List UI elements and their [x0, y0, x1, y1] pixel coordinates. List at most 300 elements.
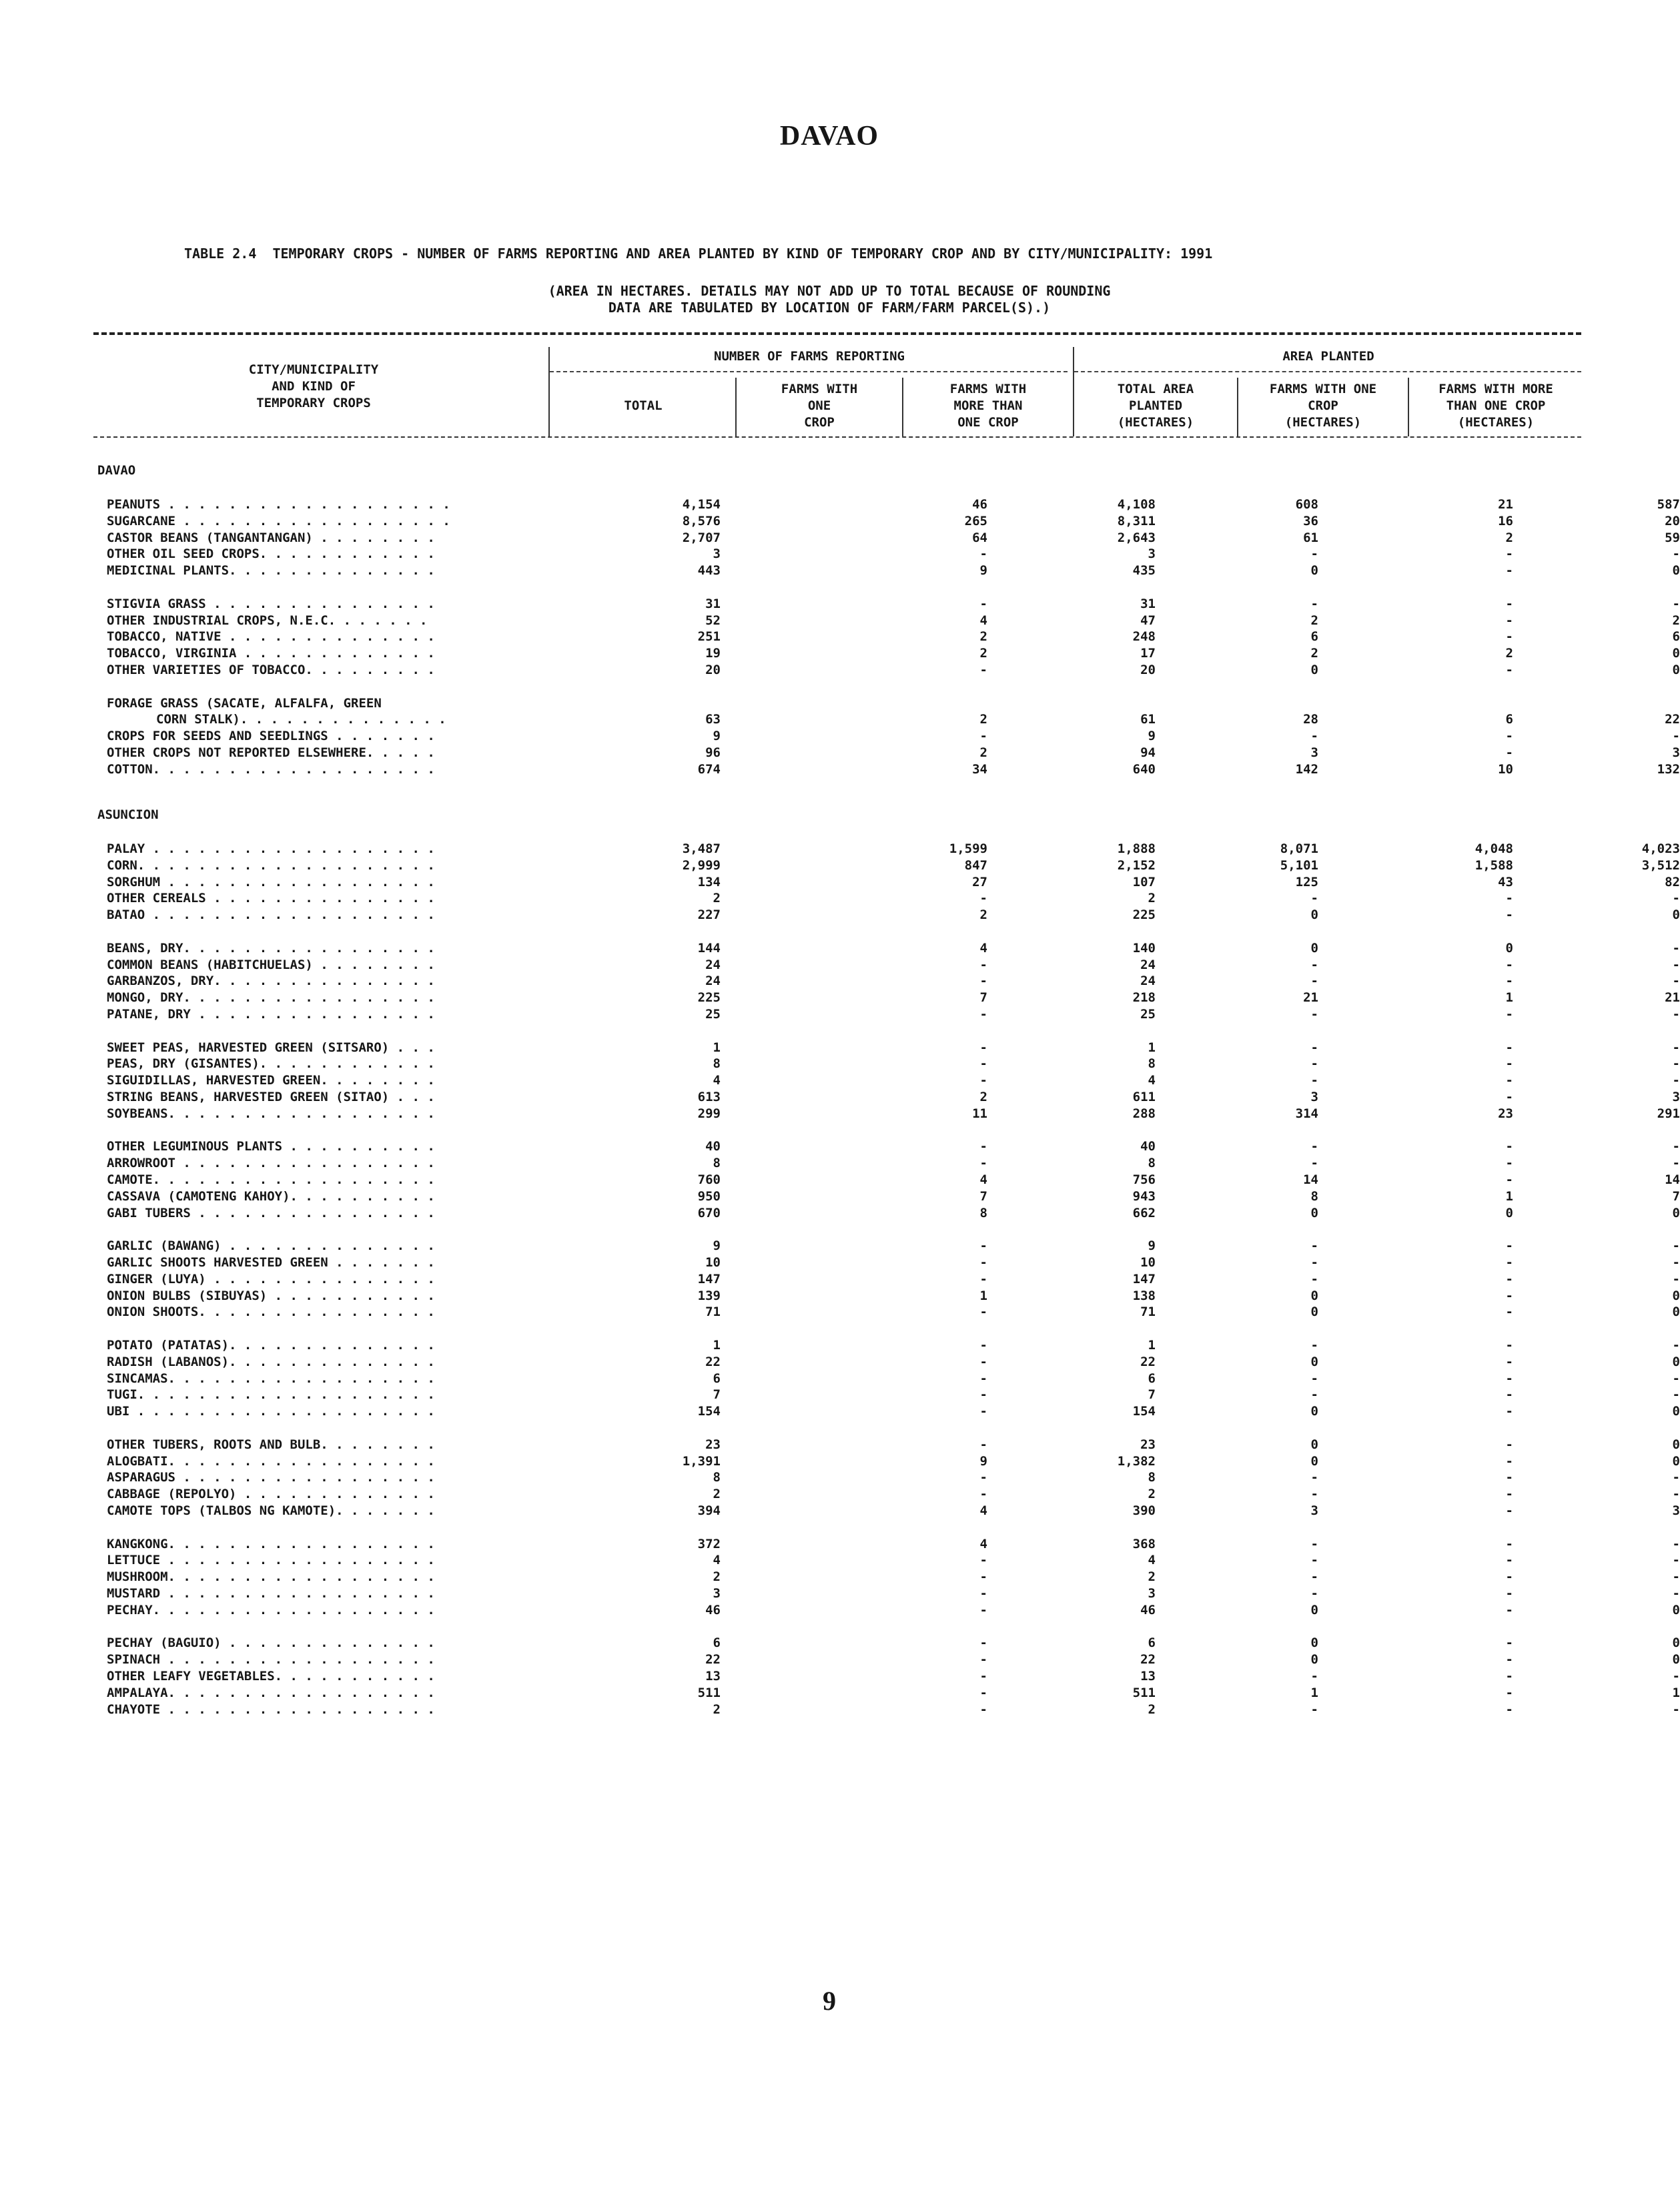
cell-value: 23: [705, 1437, 721, 1452]
cell-value: 20: [1665, 514, 1680, 528]
cell-value: 443: [697, 563, 721, 578]
cell-value: -: [979, 1056, 987, 1071]
cell-value: -: [1505, 546, 1513, 561]
cell-value: -: [1505, 745, 1513, 760]
cell-value: 0: [1310, 1289, 1318, 1303]
cell-value: -: [979, 1487, 987, 1501]
cell-value: 0: [1310, 907, 1318, 922]
cell-value: 0: [1310, 941, 1318, 956]
cell-value: 125: [1295, 875, 1318, 889]
cell-value: -: [979, 1603, 987, 1617]
cell-value: 6: [1505, 712, 1513, 727]
cell-value: 2,707: [682, 530, 721, 545]
cell-value: 0: [1672, 1404, 1680, 1419]
cell-value: 17: [1140, 646, 1156, 661]
cell-value: -: [1310, 1056, 1318, 1071]
table-row: [93, 662, 1680, 679]
cell-value: 27: [972, 875, 987, 889]
table-row: [93, 513, 1680, 530]
cell-value: -: [1310, 1007, 1318, 1022]
cell-value: 8: [1148, 1056, 1156, 1071]
cell-value: -: [1672, 729, 1680, 743]
cell-value: 10: [1140, 1255, 1156, 1270]
crop-label: SPINACH . . . . . . . . . . . . . . . . . .: [107, 1652, 435, 1667]
cell-value: 0: [1310, 663, 1318, 677]
cell-value: 2: [979, 629, 987, 644]
crop-label: GARLIC (BAWANG) . . . . . . . . . . . . . .: [107, 1238, 435, 1253]
cell-value: 24: [1140, 974, 1156, 988]
cell-value: -: [1310, 958, 1318, 972]
cell-value: -: [979, 1371, 987, 1386]
cell-value: -: [1505, 1040, 1513, 1055]
cell-value: -: [1672, 1487, 1680, 1501]
cell-value: -: [1505, 1090, 1513, 1104]
crop-label: CASTOR BEANS (TANGANTANGAN) . . . . . . . .: [107, 530, 435, 545]
cell-value: -: [1505, 729, 1513, 743]
cell-value: -: [1505, 1387, 1513, 1402]
crop-label: TOBACCO, NATIVE . . . . . . . . . . . . . .: [107, 629, 435, 644]
cell-value: -: [1505, 1007, 1513, 1022]
cell-value: 16: [1498, 514, 1513, 528]
farms-group-rule: [550, 371, 1068, 372]
cell-value: -: [1505, 1553, 1513, 1567]
crop-label: MUSHROOM. . . . . . . . . . . . . . . . . .: [107, 1569, 435, 1584]
cell-value: -: [1505, 597, 1513, 611]
table-row: [93, 1503, 1680, 1519]
cell-value: -: [1505, 958, 1513, 972]
cell-value: 22: [705, 1355, 721, 1369]
cell-value: -: [979, 1040, 987, 1055]
cell-value: 394: [697, 1503, 721, 1518]
cell-value: -: [1505, 1073, 1513, 1088]
crop-label: OTHER VARIETIES OF TOBACCO. . . . . . . . .: [107, 663, 435, 677]
area-group-rule: [1074, 371, 1581, 372]
cell-value: 2: [979, 745, 987, 760]
cell-value: 0: [1672, 1635, 1680, 1650]
cell-value: -: [1672, 1702, 1680, 1717]
cell-value: -: [1310, 1537, 1318, 1551]
cell-value: 0: [1672, 1305, 1680, 1319]
cell-value: 8: [979, 1206, 987, 1220]
cell-value: 4: [713, 1553, 721, 1567]
crop-label: OTHER INDUSTRIAL CROPS, N.E.C. . . . . . .: [107, 613, 428, 628]
cell-value: -: [1505, 1289, 1513, 1303]
table-row: [93, 1668, 1680, 1685]
table-row: [93, 857, 1680, 874]
cell-value: 40: [705, 1139, 721, 1154]
table-row: [93, 1072, 1680, 1089]
cell-value: -: [979, 1338, 987, 1353]
cell-value: 1,391: [682, 1454, 721, 1469]
crop-label: PECHAY. . . . . . . . . . . . . . . . . . .: [107, 1603, 435, 1617]
cell-value: 7: [713, 1387, 721, 1402]
crop-label: CASSAVA (CAMOTENG KAHOY). . . . . . . . . .: [107, 1189, 435, 1204]
cell-value: 4,023: [1641, 841, 1680, 856]
cell-value: -: [1672, 1569, 1680, 1584]
table-row: [93, 1138, 1680, 1155]
cell-value: 0: [1672, 646, 1680, 661]
table-row: [93, 1602, 1680, 1619]
table-row: [93, 1172, 1680, 1188]
cell-value: 71: [705, 1305, 721, 1319]
table-row: [93, 546, 1680, 563]
table-row: [93, 1652, 1680, 1668]
cell-value: -: [1505, 629, 1513, 644]
cell-value: -: [1310, 974, 1318, 988]
cell-value: 0: [1310, 1652, 1318, 1667]
table-row: [93, 1585, 1680, 1602]
cell-value: -: [1672, 1669, 1680, 1684]
cell-value: 8: [1148, 1156, 1156, 1170]
cell-value: 6: [1148, 1371, 1156, 1386]
crop-label: PECHAY (BAGUIO) . . . . . . . . . . . . . .: [107, 1635, 435, 1650]
cell-value: -: [1310, 1387, 1318, 1402]
cell-value: 0: [1505, 941, 1513, 956]
cell-value: 3: [1148, 1586, 1156, 1601]
table-row: [93, 890, 1680, 907]
cell-value: -: [1672, 1387, 1680, 1402]
cell-value: 132: [1657, 762, 1680, 777]
cell-value: 22: [705, 1652, 721, 1667]
cell-value: 0: [1672, 907, 1680, 922]
cell-value: 140: [1132, 941, 1156, 956]
cell-value: 2: [1148, 1569, 1156, 1584]
crop-label: CORN STALK). . . . . . . . . . . . . .: [156, 712, 446, 727]
crop-label: GINGER (LUYA) . . . . . . . . . . . . . . .: [107, 1272, 435, 1287]
crop-label: SORGHUM . . . . . . . . . . . . . . . . . .: [107, 875, 435, 889]
cell-value: -: [1310, 1238, 1318, 1253]
cell-value: 21: [1303, 990, 1318, 1005]
cell-value: 19: [705, 646, 721, 661]
crop-label: TUGI. . . . . . . . . . . . . . . . . . . .: [107, 1387, 435, 1402]
crop-label: OTHER OIL SEED CROPS. . . . . . . . . . . .: [107, 546, 435, 561]
cell-value: 8: [713, 1156, 721, 1170]
cell-value: 4: [979, 1537, 987, 1551]
table-row: [93, 1106, 1680, 1122]
header-top-rule: [93, 332, 1581, 335]
cell-value: 94: [1140, 745, 1156, 760]
cell-value: 1,588: [1475, 858, 1513, 873]
cell-value: 0: [1310, 1206, 1318, 1220]
cell-value: 8: [1148, 1470, 1156, 1485]
cell-value: -: [1505, 1437, 1513, 1452]
cell-value: -: [1310, 1669, 1318, 1684]
cell-value: -: [1310, 1073, 1318, 1088]
cell-value: -: [1505, 1669, 1513, 1684]
cell-value: 1,599: [949, 841, 987, 856]
table-row: [93, 841, 1680, 857]
cell-value: -: [1505, 1056, 1513, 1071]
crop-label: GARLIC SHOOTS HARVESTED GREEN . . . . . . .: [107, 1255, 435, 1270]
cell-value: 1: [1672, 1686, 1680, 1700]
cell-value: 1: [979, 1289, 987, 1303]
cell-value: -: [979, 1652, 987, 1667]
cell-value: 63: [705, 712, 721, 727]
cell-value: 674: [697, 762, 721, 777]
cell-value: 2: [713, 1702, 721, 1717]
cell-value: -: [979, 1404, 987, 1419]
cell-value: 5,101: [1280, 858, 1318, 873]
crop-label: GABI TUBERS . . . . . . . . . . . . . . . .: [107, 1206, 435, 1220]
cell-value: 71: [1140, 1305, 1156, 1319]
cell-value: 43: [1498, 875, 1513, 889]
cell-value: -: [1310, 1371, 1318, 1386]
cell-value: -: [1310, 1487, 1318, 1501]
crop-label: RADISH (LABANOS). . . . . . . . . . . . . .: [107, 1355, 435, 1369]
table-row: [93, 1155, 1680, 1172]
cell-value: 23: [1140, 1437, 1156, 1452]
cell-value: 314: [1295, 1106, 1318, 1121]
cell-value: 435: [1132, 563, 1156, 578]
cell-value: 2,643: [1117, 530, 1156, 545]
cell-value: 6: [1310, 629, 1318, 644]
cell-value: 24: [705, 974, 721, 988]
cell-value: -: [1672, 958, 1680, 972]
table-row: [93, 745, 1680, 761]
cell-value: 21: [1665, 990, 1680, 1005]
cell-value: 25: [1140, 1007, 1156, 1022]
cell-value: 3,487: [682, 841, 721, 856]
cell-value: -: [1672, 1586, 1680, 1601]
table-row: [93, 1569, 1680, 1585]
cell-value: -: [1505, 1272, 1513, 1287]
cell-value: 0: [1672, 1454, 1680, 1469]
table-row: [93, 1403, 1680, 1420]
cell-value: 9: [1148, 1238, 1156, 1253]
cell-value: 511: [1132, 1686, 1156, 1700]
cell-value: 0: [1310, 1355, 1318, 1369]
cell-value: -: [1672, 1470, 1680, 1485]
table-row: [93, 1635, 1680, 1652]
cell-value: -: [1310, 1255, 1318, 1270]
cell-value: -: [979, 729, 987, 743]
table-caption: TABLE 2.4 TEMPORARY CROPS - NUMBER OF FARMS REPORTING AND AREA PLANTED BY KIND OF TEMPORARY CROP AND BY CITY/MUNICIPALITY: 1991: [184, 246, 1213, 262]
table-row: [93, 1040, 1680, 1056]
table-row: [93, 1337, 1680, 1354]
crop-label: MUSTARD . . . . . . . . . . . . . . . . . .: [107, 1586, 435, 1601]
crop-label: CORN. . . . . . . . . . . . . . . . . . . .: [107, 858, 435, 873]
cell-value: 20: [705, 663, 721, 677]
cell-value: 1: [713, 1338, 721, 1353]
cell-value: -: [979, 1686, 987, 1700]
cell-value: 3: [713, 546, 721, 561]
cell-value: 2: [1148, 1487, 1156, 1501]
table-row: [93, 645, 1680, 662]
cell-value: 2,999: [682, 858, 721, 873]
cell-value: -: [979, 546, 987, 561]
cell-value: 2: [1148, 1702, 1156, 1717]
table-row: [93, 973, 1680, 990]
cell-value: 64: [972, 530, 987, 545]
cell-value: 9: [979, 1454, 987, 1469]
cell-value: 2: [979, 1090, 987, 1104]
crop-label: OTHER LEGUMINOUS PLANTS . . . . . . . . . .: [107, 1139, 435, 1154]
cell-value: -: [1672, 546, 1680, 561]
crop-label: SINCAMAS. . . . . . . . . . . . . . . . . .: [107, 1371, 435, 1386]
cell-value: 0: [1310, 1635, 1318, 1650]
cell-value: 24: [705, 958, 721, 972]
cell-value: 154: [697, 1404, 721, 1419]
cell-value: 8: [1310, 1189, 1318, 1204]
crop-label: PEAS, DRY (GISANTES). . . . . . . . . . . .: [107, 1056, 435, 1071]
cell-value: 2: [979, 907, 987, 922]
stub-header: CITY/MUNICIPALITY AND KIND OF TEMPORARY CROPS: [248, 362, 379, 410]
cell-value: 390: [1132, 1503, 1156, 1518]
cell-value: 3: [1672, 1090, 1680, 1104]
cell-value: 1: [1310, 1686, 1318, 1700]
cell-value: 225: [697, 990, 721, 1005]
cell-value: 0: [1672, 1437, 1680, 1452]
cell-value: -: [1672, 1007, 1680, 1022]
cell-value: -: [1505, 907, 1513, 922]
cell-value: -: [1672, 1156, 1680, 1170]
crop-label: PEANUTS . . . . . . . . . . . . . . . . . . .: [107, 497, 450, 512]
cell-value: 47: [1140, 613, 1156, 628]
cell-value: -: [1505, 1702, 1513, 1717]
cell-value: 2: [979, 712, 987, 727]
cell-value: 2: [1310, 613, 1318, 628]
farms-one-crop-header: FARMS WITH ONE CROP: [781, 382, 858, 430]
cell-value: 8: [713, 1056, 721, 1071]
cell-value: 0: [1672, 663, 1680, 677]
cell-value: 4,108: [1117, 497, 1156, 512]
crop-label: CAMOTE TOPS (TALBOS NG KAMOTE). . . . . . .: [107, 1503, 435, 1518]
cell-value: 3: [1672, 745, 1680, 760]
cell-value: 13: [705, 1669, 721, 1684]
cell-value: -: [1672, 891, 1680, 905]
cell-value: 0: [1310, 1437, 1318, 1452]
cell-value: -: [1310, 1553, 1318, 1567]
cell-value: 0: [1310, 1454, 1318, 1469]
table-row: [93, 1437, 1680, 1453]
crop-label: UBI . . . . . . . . . . . . . . . . . . . .: [107, 1404, 435, 1419]
cell-value: 372: [697, 1537, 721, 1551]
cell-value: 225: [1132, 907, 1156, 922]
crop-label: MONGO, DRY. . . . . . . . . . . . . . . . .: [107, 990, 435, 1005]
cell-value: 10: [705, 1255, 721, 1270]
table-row: [93, 1685, 1680, 1702]
cell-value: 7: [979, 1189, 987, 1204]
cell-value: 0: [1672, 1206, 1680, 1220]
crop-label: SUGARCANE . . . . . . . . . . . . . . . . . .: [107, 514, 450, 528]
cell-value: 0: [1672, 1289, 1680, 1303]
cell-value: 0: [1672, 1603, 1680, 1617]
crop-label: SWEET PEAS, HARVESTED GREEN (SITSARO) . . .: [107, 1040, 435, 1055]
table-row: [93, 761, 1680, 778]
cell-value: -: [979, 1553, 987, 1567]
cell-value: 134: [697, 875, 721, 889]
cell-value: 6: [713, 1635, 721, 1650]
crop-label: COMMON BEANS (HABITCHUELAS) . . . . . . . .: [107, 958, 435, 972]
cell-value: 154: [1132, 1404, 1156, 1419]
cell-value: 139: [697, 1289, 721, 1303]
cell-value: 511: [697, 1686, 721, 1700]
crop-label: CHAYOTE . . . . . . . . . . . . . . . . . .: [107, 1702, 435, 1717]
cell-value: -: [1505, 1156, 1513, 1170]
cell-value: -: [979, 663, 987, 677]
table-row: [93, 1552, 1680, 1569]
crop-label: CABBAGE (REPOLYO) . . . . . . . . . . . . .: [107, 1487, 435, 1501]
cell-value: 20: [1140, 663, 1156, 677]
crop-label: OTHER CROPS NOT REPORTED ELSEWHERE. . . . .: [107, 745, 435, 760]
crop-label: SIGUIDILLAS, HARVESTED GREEN. . . . . . . .: [107, 1073, 435, 1088]
cell-value: 6: [713, 1371, 721, 1386]
cell-value: -: [1505, 1686, 1513, 1700]
cell-value: -: [979, 1255, 987, 1270]
cell-value: -: [1310, 546, 1318, 561]
crop-label: TOBACCO, VIRGINIA . . . . . . . . . . . . .: [107, 646, 435, 661]
cell-value: 22: [1665, 712, 1680, 727]
cell-value: 227: [697, 907, 721, 922]
table-row: [93, 1271, 1680, 1288]
cell-value: 587: [1657, 497, 1680, 512]
table-row: [93, 1486, 1680, 1503]
cell-value: 13: [1140, 1669, 1156, 1684]
table-row: [93, 530, 1680, 546]
cell-value: -: [1505, 1487, 1513, 1501]
table-row: [93, 1254, 1680, 1271]
cell-value: 9: [979, 563, 987, 578]
cell-value: 24: [1140, 958, 1156, 972]
cell-value: 8,071: [1280, 841, 1318, 856]
cell-value: -: [1505, 1603, 1513, 1617]
section-title: ASUNCION: [97, 807, 159, 822]
cell-value: 2: [713, 1569, 721, 1584]
cell-value: -: [1310, 1040, 1318, 1055]
cell-value: -: [1505, 1338, 1513, 1353]
area-more-crop-header: FARMS WITH MORE THAN ONE CROP (HECTARES): [1438, 382, 1553, 430]
cell-value: -: [1505, 1503, 1513, 1518]
cell-value: -: [979, 1272, 987, 1287]
cell-value: -: [1505, 1238, 1513, 1253]
cell-value: -: [1505, 563, 1513, 578]
cell-value: 9: [1148, 729, 1156, 743]
cell-value: 8,311: [1117, 514, 1156, 528]
table-row: [93, 1089, 1680, 1106]
cell-value: 25: [705, 1007, 721, 1022]
cell-value: 2: [1672, 613, 1680, 628]
table-row: [93, 1469, 1680, 1486]
cell-value: -: [1672, 974, 1680, 988]
cell-value: -: [1310, 1470, 1318, 1485]
cell-value: -: [1310, 1338, 1318, 1353]
table-row: [93, 1453, 1680, 1470]
cell-value: 0: [1672, 1355, 1680, 1369]
cell-value: 4: [979, 1503, 987, 1518]
crop-label: CAMOTE. . . . . . . . . . . . . . . . . . .: [107, 1172, 435, 1187]
crop-label: ARROWROOT . . . . . . . . . . . . . . . . .: [107, 1156, 435, 1170]
cell-value: 22: [1140, 1652, 1156, 1667]
cell-value: 2: [1505, 646, 1513, 661]
crop-label: STRING BEANS, HARVESTED GREEN (SITAO) . . .: [107, 1090, 435, 1104]
cell-value: 142: [1295, 762, 1318, 777]
cell-value: -: [1310, 1586, 1318, 1601]
cell-value: -: [979, 1635, 987, 1650]
cell-value: 1: [1148, 1338, 1156, 1353]
cell-value: 2: [1505, 530, 1513, 545]
crop-label: ALOGBATI. . . . . . . . . . . . . . . . . .: [107, 1454, 435, 1469]
cell-value: -: [1505, 613, 1513, 628]
crop-label: OTHER LEAFY VEGETABLES. . . . . . . . . . .: [107, 1669, 435, 1684]
cell-value: -: [979, 974, 987, 988]
table-row: [93, 613, 1680, 629]
cell-value: -: [1672, 1056, 1680, 1071]
cell-value: 4,154: [682, 497, 721, 512]
cell-value: -: [1505, 1305, 1513, 1319]
page-title: DAVAO: [779, 121, 879, 151]
cell-value: -: [1672, 941, 1680, 956]
cell-value: -: [1672, 1553, 1680, 1567]
